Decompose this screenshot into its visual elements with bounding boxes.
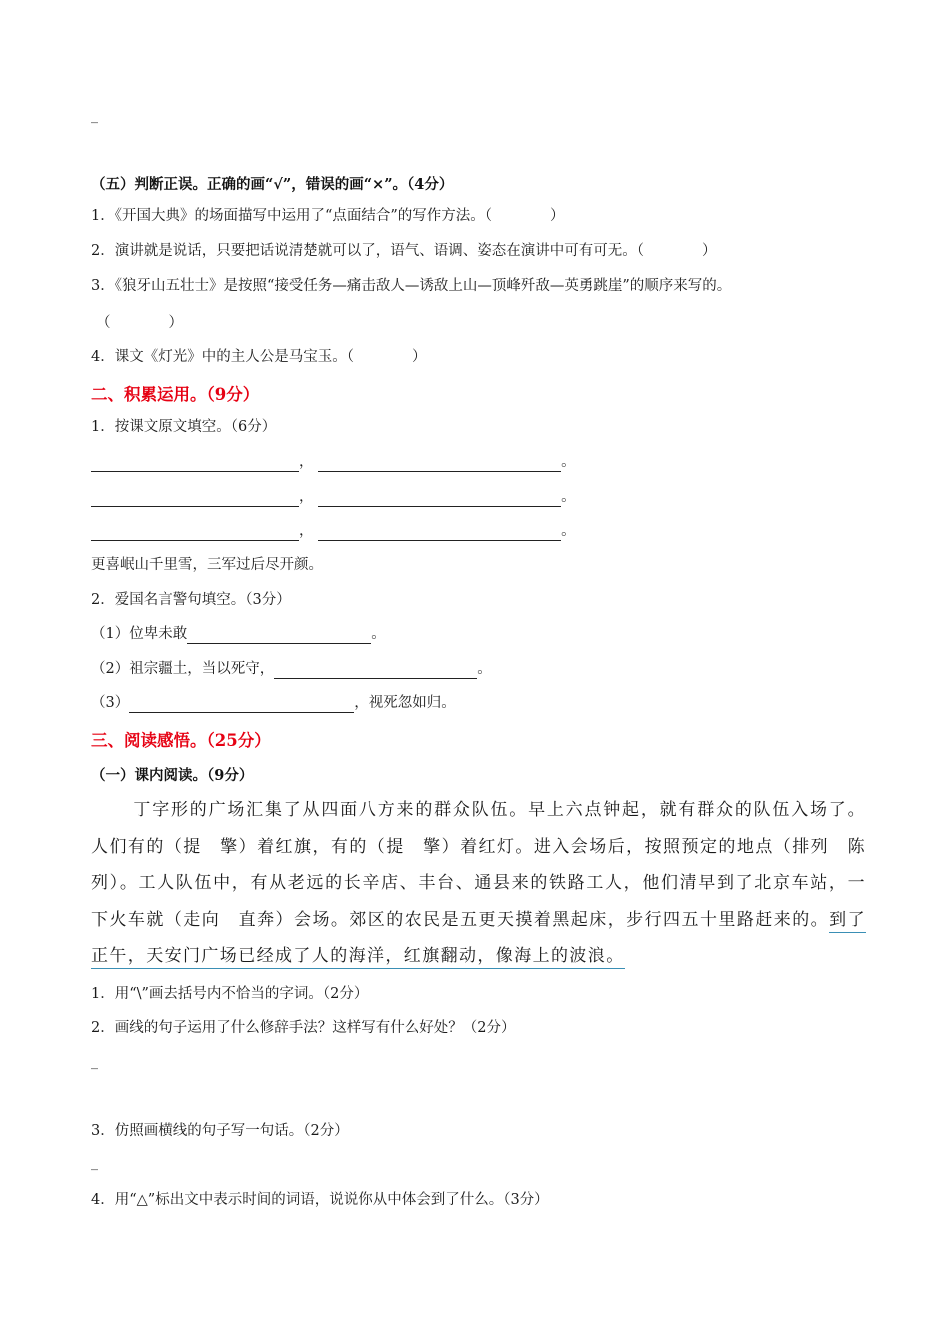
blank-line[interactable] — [129, 696, 354, 713]
blank-line[interactable] — [318, 524, 561, 541]
part2-heading: 二、积累运用。（9分） — [91, 385, 260, 404]
fill-row-1 — [91, 452, 576, 472]
reading-question-1: 1．用“\”画去括号内不恰当的字词。（2分） — [91, 986, 369, 1002]
part3-heading: 三、阅读感悟。（25分） — [91, 731, 271, 750]
period: 。 — [561, 489, 576, 505]
blank-line[interactable] — [318, 490, 561, 507]
reading-question-4: 4．用“△”标出文中表示时间的词语，说说你从中体会到了什么。（3分） — [91, 1192, 549, 1208]
period: 。 — [561, 523, 576, 539]
blank-line[interactable] — [91, 455, 299, 472]
quote-1-prefix: （1）位卑未敢 — [91, 626, 188, 642]
quote-3-prefix: （3） — [91, 695, 130, 711]
answer-line-mark[interactable]: _ — [91, 1155, 98, 1171]
quote-2-prefix: （2）祖宗疆土，当以死守， — [91, 661, 275, 677]
answer-line-mark: _ — [91, 108, 98, 124]
answer-line-mark[interactable]: _ — [91, 1054, 98, 1070]
section5-heading: （五）判断正误。正确的画“√”，错误的画“×”。（4分） — [91, 176, 454, 193]
reading-subheading: （一）课内阅读。（9分） — [91, 767, 254, 784]
reading-question-2: 2．画线的句子运用了什么修辞手法？这样写有什么好处？（2分） — [91, 1020, 516, 1036]
judge-item-3-bracket: （ ） — [96, 315, 183, 331]
period: 。 — [561, 454, 576, 470]
fill-row-3 — [91, 521, 576, 541]
quote-2-suffix: 。 — [477, 661, 492, 677]
comma: ， — [299, 523, 314, 539]
quote-3-suffix: ，视死忽如归。 — [354, 695, 456, 711]
blank-line[interactable] — [318, 455, 561, 472]
reading-passage — [91, 792, 866, 975]
judge-item-3: 3．《狼牙山五壮士》是按照“接受任务—痛击敌人—诱敌上山—顶峰歼敌—英勇跳崖”的顺序来写的。 — [91, 278, 732, 294]
blank-line[interactable] — [91, 524, 299, 541]
quote-fill-3 — [91, 693, 456, 713]
part2-question-1: 1．按课文原文填空。（6分） — [91, 419, 277, 435]
quote-1-suffix: 。 — [371, 626, 386, 642]
blank-line[interactable] — [187, 627, 371, 644]
judge-item-2: 2．演讲就是说话，只要把话说清楚就可以了，语气、语调、姿态在演讲中可有可无。（ ） — [91, 243, 717, 259]
part2-question-2: 2．爱国名言警句填空。（3分） — [91, 592, 291, 608]
blank-line[interactable] — [274, 662, 477, 679]
comma: ， — [299, 489, 314, 505]
comma: ， — [299, 454, 314, 470]
judge-item-1: 1．《开国大典》的场面描写中运用了“点面结合”的写作方法。（ ） — [91, 208, 565, 224]
fill-row-2 — [91, 487, 576, 507]
reading-question-3: 3．仿照画横线的句子写一句话。（2分） — [91, 1123, 349, 1139]
quote-fill-2 — [91, 659, 492, 679]
blank-line[interactable] — [91, 490, 299, 507]
poem-line: 更喜岷山千里雪，三军过后尽开颜。 — [91, 557, 323, 573]
passage-text: 丁字形的广场汇集了从四面八方来的群众队伍。早上六点钟起，就有群众的队伍入场了。人们有的（提 擎）着红旗，有的（提 擎）着红灯。进入会场后，按照预定的地点（排列 陈列）。工人队伍中，有从老远的长辛店、丰台、通县来的铁路工人，他们清早到了北京车站，一下火车就（走向 直奔）会场。郊区的农民是五更天摸着黑起床，步行四五十里路赶来的。 — [91, 800, 866, 930]
underlined-sentence: 到了正午，天安门广场已经成了人的海洋，红旗翻动，像海上的波浪。 — [91, 910, 866, 970]
quote-fill-1 — [91, 624, 386, 644]
judge-item-4: 4．课文《灯光》中的主人公是马宝玉。（ ） — [91, 349, 427, 365]
